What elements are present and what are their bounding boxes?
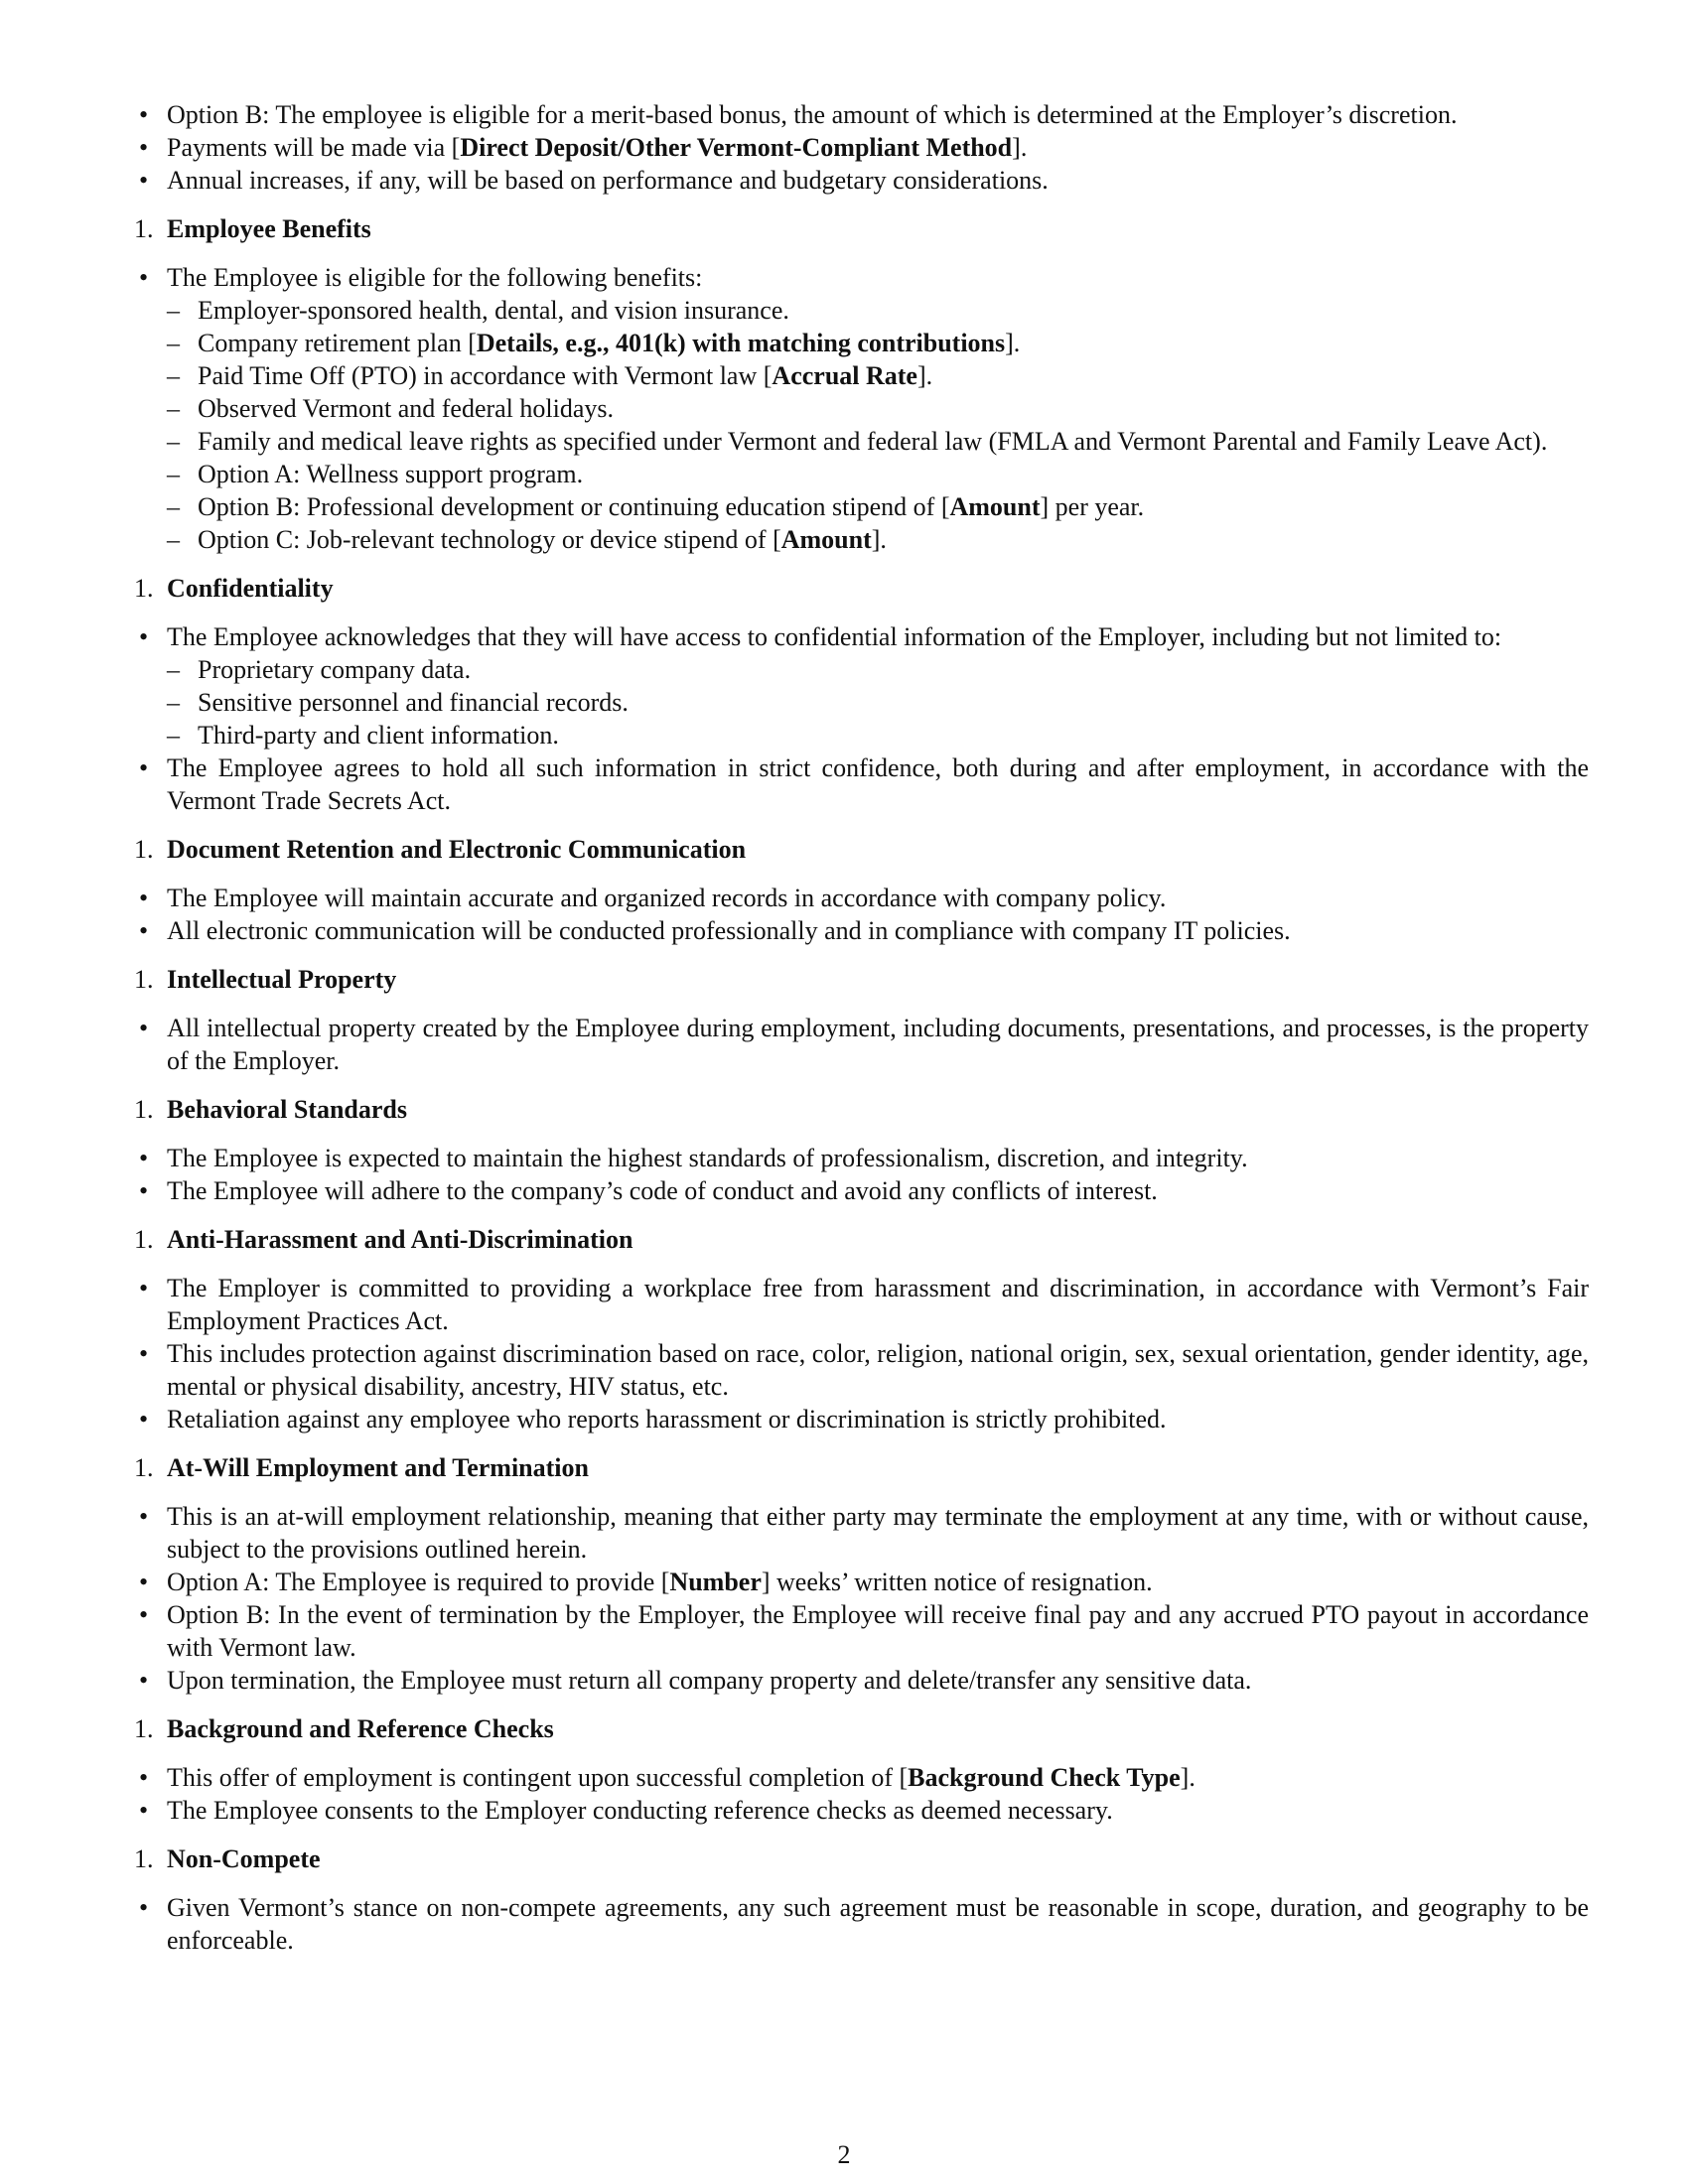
list-item-reference-checks: • The Employee consents to the Employer conducting reference checks as deemed necessary.	[136, 1794, 1589, 1827]
list-item-code-of-conduct: • The Employee will adhere to the company’s code of conduct and avoid any conflicts of interest.	[136, 1174, 1589, 1207]
list-item-standards: • The Employee is expected to maintain the highest standards of professionalism, discretion, and integrity.	[136, 1142, 1589, 1174]
document-page	[136, 98, 1589, 1957]
list-item-committed: • The Employer is committed to providing a workplace free from harassment and discrimination, in accordance with Vermont’s Fair Employment Practices Act.	[136, 1272, 1589, 1337]
sublist-item-health: – Employer-sponsored health, dental, and vision insurance.	[136, 294, 1589, 327]
list-item-bonus: • Option B: The employee is eligible for a merit-based bonus, the amount of which is determined at the Employer’s discretion.	[136, 98, 1589, 131]
ip-list	[136, 1012, 1589, 1077]
harassment-list	[136, 1272, 1589, 1435]
list-item-return-property: • Upon termination, the Employee must return all company property and delete/transfer any sensitive data.	[136, 1664, 1589, 1697]
list-item-records: • The Employee will maintain accurate and organized records in accordance with company policy.	[136, 882, 1589, 914]
list-item-electronic: • All electronic communication will be conducted professionally and in compliance with company IT policies.	[136, 914, 1589, 947]
section-heading-harassment: 1. Anti-Harassment and Anti-Discrimination	[134, 1225, 633, 1254]
sublist-item-tech-stipend: – Option C: Job-relevant technology or device stipend of [Amount].	[136, 523, 1589, 556]
sublist-item-personnel: – Sensitive personnel and financial records.	[136, 686, 1589, 719]
list-item-final-pay: • Option B: In the event of termination by the Employer, the Employee will receive final pay and any accrued PTO payout in accordance with Vermont law.	[136, 1598, 1589, 1664]
benefits-sublist	[136, 294, 1589, 556]
confidentiality-sublist	[136, 653, 1589, 751]
list-item-retaliation: • Retaliation against any employee who reports harassment or discrimination is strictly prohibited.	[136, 1403, 1589, 1435]
compensation-list-continued	[136, 98, 1589, 197]
sublist-item-wellness: – Option A: Wellness support program.	[136, 458, 1589, 490]
section-heading-background: 1. Background and Reference Checks	[134, 1714, 554, 1743]
list-item-confidentiality-intro: • The Employee acknowledges that they will have access to confidential information of the Employer, including but not limited to: – Proprietary company data. – Sensitive personnel and financial records. – Third-party and client information.	[136, 620, 1589, 751]
behavior-list	[136, 1142, 1589, 1207]
list-item-protection: • This includes protection against discrimination based on race, color, religion, national origin, sex, sexual orientation, gender identity, age, mental or physical disability, ancestry, HIV status, etc.	[136, 1337, 1589, 1403]
section-heading-behavior: 1. Behavioral Standards	[134, 1095, 407, 1124]
sublist-item-holidays: – Observed Vermont and federal holidays.	[136, 392, 1589, 425]
section-heading-benefits: 1. Employee Benefits	[134, 214, 371, 243]
list-item-noncompete: • Given Vermont’s stance on non-compete agreements, any such agreement must be reasonable in scope, duration, and geography to be enforceable.	[136, 1891, 1589, 1957]
section-heading-retention: 1. Document Retention and Electronic Communication	[134, 835, 747, 864]
benefits-list	[136, 261, 1589, 556]
list-item-benefits-intro: • The Employee is eligible for the following benefits: – Employer-sponsored health, dental, and vision insurance. – Company retirement plan [Details, e.g., 401(k) with matching contributions]. – Paid Time Off (PTO) in accordance with Vermont law [Accrual Rate]. – Observed Vermont and federal holidays. – Family and medical leave rights as specified under Vermont and federal law (FMLA and Vermont Parental and Family Leave Act). – Option A: Wellness support program. – Option B: Professional development or continuing education stipend of [Amount] per year. – Option C: Job-relevant technology or device stipend of [Amount].	[136, 261, 1589, 556]
list-item-at-will: • This is an at-will employment relationship, meaning that either party may terminate the employment at any time, with or without cause, subject to the provisions outlined herein.	[136, 1500, 1589, 1566]
list-item-annual-increases: • Annual increases, if any, will be based on performance and budgetary considerations.	[136, 164, 1589, 197]
list-item-ip: • All intellectual property created by the Employee during employment, including documents, presentations, and processes, is the property of the Employer.	[136, 1012, 1589, 1077]
background-list	[136, 1761, 1589, 1827]
sublist-item-pto: – Paid Time Off (PTO) in accordance with Vermont law [Accrual Rate].	[136, 359, 1589, 392]
section-heading-termination: 1. At-Will Employment and Termination	[134, 1453, 589, 1482]
section-heading-noncompete: 1. Non-Compete	[134, 1844, 321, 1873]
section-heading-ip: 1. Intellectual Property	[134, 965, 397, 994]
page-number: 2	[837, 2140, 851, 2169]
list-item-notice: • Option A: The Employee is required to provide [Number] weeks’ written notice of resignation.	[136, 1566, 1589, 1598]
retention-list	[136, 882, 1589, 947]
sublist-item-retirement: – Company retirement plan [Details, e.g., 401(k) with matching contributions].	[136, 327, 1589, 359]
noncompete-list	[136, 1891, 1589, 1957]
list-item-confidentiality-agree: • The Employee agrees to hold all such information in strict confidence, both during and after employment, in accordance with the Vermont Trade Secrets Act.	[136, 751, 1589, 817]
sublist-item-third-party: – Third-party and client information.	[136, 719, 1589, 751]
sublist-item-family-leave: – Family and medical leave rights as specified under Vermont and federal law (FMLA and Vermont Parental and Family Leave Act).	[136, 425, 1589, 458]
sublist-item-proprietary: – Proprietary company data.	[136, 653, 1589, 686]
termination-list	[136, 1500, 1589, 1697]
sublist-item-education-stipend: – Option B: Professional development or continuing education stipend of [Amount] per year.	[136, 490, 1589, 523]
list-item-payments: • Payments will be made via [Direct Deposit/Other Vermont-Compliant Method].	[136, 131, 1589, 164]
section-heading-confidentiality: 1. Confidentiality	[134, 574, 334, 603]
list-item-contingent: • This offer of employment is contingent upon successful completion of [Background Check Type].	[136, 1761, 1589, 1794]
confidentiality-list	[136, 620, 1589, 817]
